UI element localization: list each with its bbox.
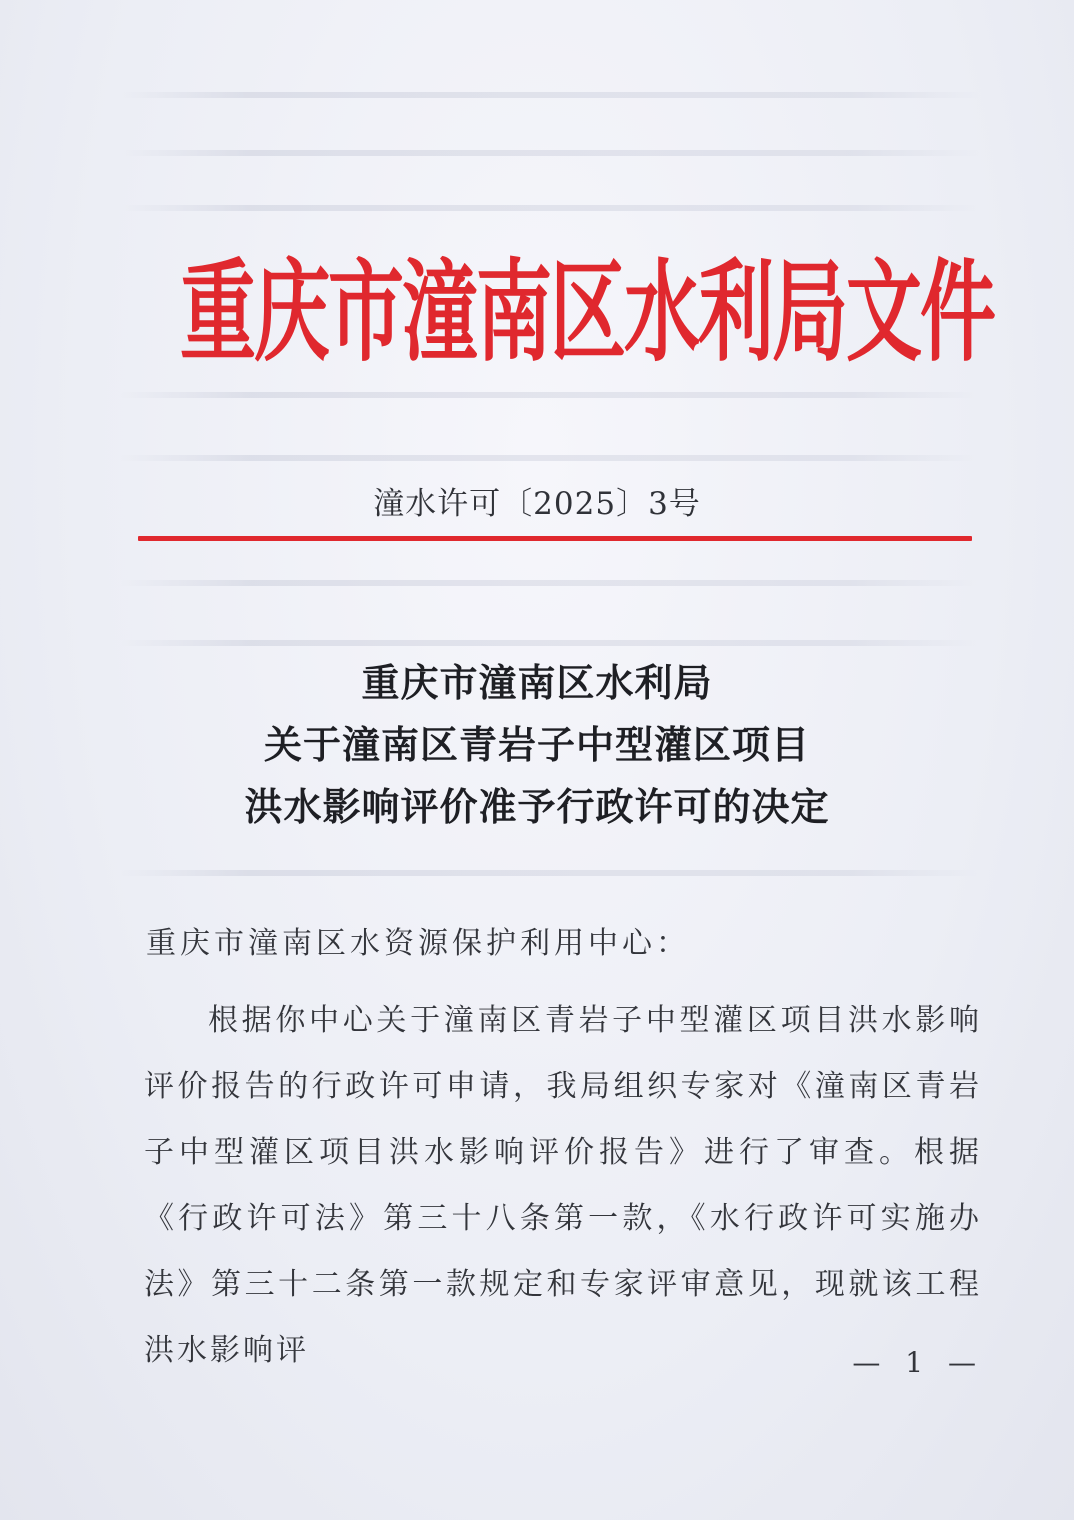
show-through-line — [120, 640, 980, 646]
subject-line-2: 关于潼南区青岩子中型灌区项目 — [263, 722, 810, 767]
subject-line-3: 洪水影响评价准予行政许可的决定 — [244, 784, 830, 829]
document-header-title: 重庆市潼南区水利局文件 — [180, 247, 994, 377]
body-paragraph: 根据你中心关于潼南区青岩子中型灌区项目洪水影响评价报告的行政许可申请，我局组织专家对《潼南区青岩子中型灌区项目洪水影响评价报告》进行了审查。根据《行政许可法》第三十八条第一款，《水行政许可实施办法》第三十二条第一款规定和专家评审意见，现就该工程洪水影响评 — [144, 1003, 982, 1368]
show-through-line — [120, 92, 980, 98]
show-through-line — [120, 580, 980, 586]
show-through-line — [120, 455, 980, 461]
show-through-line — [120, 150, 980, 156]
show-through-line — [120, 870, 980, 876]
document-number: 潼水许可〔2025〕3号 — [373, 486, 701, 522]
subject-line-1: 重庆市潼南区水利局 — [361, 660, 713, 705]
page-number: — 1 — — [852, 1346, 984, 1379]
document-subject — [0, 652, 1074, 838]
addressee: 重庆市潼南区水资源保护利用中心： — [146, 926, 690, 961]
header-red-rule — [138, 536, 972, 541]
